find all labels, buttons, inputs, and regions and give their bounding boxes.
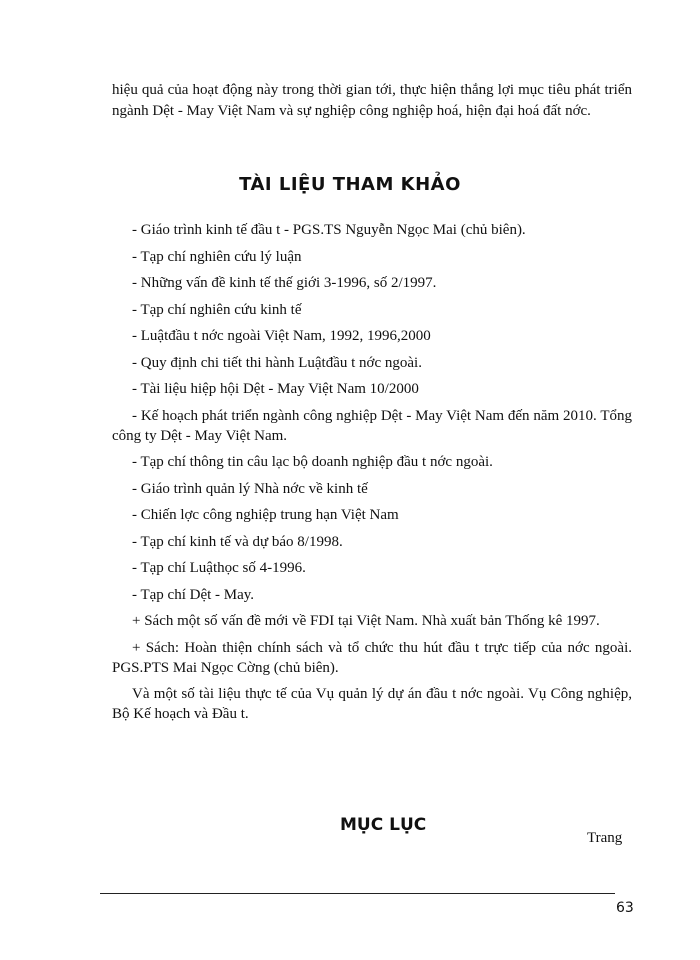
toc-heading: MỤC LỤC [340,815,427,835]
references-heading: TÀI LIỆU THAM KHẢO [239,174,461,195]
reference-item: - Tạp chí Luậthọc số 4-1996. [132,560,306,576]
page-column-label: Trang [587,830,623,846]
reference-item: - Kế hoạch phát triển ngành công nghiệp Dệt - May Việt Nam đến năm 2010. Tổng công ty Dệt - May Việt Nam. [112,407,632,444]
reference-item: - Tạp chí Dệt - May. [132,586,255,603]
reference-item: - Giáo trình quản lý Nhà nớc về kinh tế [132,480,368,497]
reference-item: - Tạp chí kinh tế và dự báo 8/1998. [132,533,343,550]
reference-item: - Quy định chi tiết thi hành Luậtđầu t nớc ngoài. [132,354,422,371]
reference-item: + Sách một số vấn đề mới về FDI tại Việt Nam. Nhà xuất bản Thống kê 1997. [132,613,600,629]
reference-item: - Giáo trình kinh tế đầu t - PGS.TS Nguyễn Ngọc Mai (chủ biên). [132,222,526,238]
reference-item: Và một số tài liệu thực tế của Vụ quản lý dự án đầu t nớc ngoài. Vụ Công nghiệp, Bộ Kế hoạch và Đầu t. [112,686,632,722]
footer-rule [100,893,615,894]
reference-item: + Sách: Hoàn thiện chính sách và tổ chức thu hút đầu t trực tiếp của nớc ngoài. PGS.PTS Mai Ngọc Cờng (chủ biên). [112,639,632,676]
reference-item: - Tạp chí thông tin câu lạc bộ doanh nghiệp đầu t nớc ngoài. [132,454,493,470]
intro-paragraph: hiệu quả của hoạt động này trong thời gian tới, thực hiện thắng lợi mục tiêu phát triển ngành Dệt - May Việt Nam và sự nghiệp công nghiệp hoá, hiện đại hoá đất nớc. [112,82,632,119]
page-number: 63 [616,900,634,916]
reference-item: - Những vấn đề kinh tế thế giới 3-1996, số 2/1997. [132,275,437,291]
reference-item: - Luậtđầu t nớc ngoài Việt Nam, 1992, 1996,2000 [132,328,431,344]
references-list [112,220,632,731]
reference-item: - Tài liệu hiệp hội Dệt - May Việt Nam 10/2000 [132,381,419,397]
reference-item: - Tạp chí nghiên cứu kinh tế [132,301,302,318]
reference-item: - Tạp chí nghiên cứu lý luận [132,248,302,265]
reference-item: - Chiến lợc công nghiệp trung hạn Việt Nam [132,507,399,523]
